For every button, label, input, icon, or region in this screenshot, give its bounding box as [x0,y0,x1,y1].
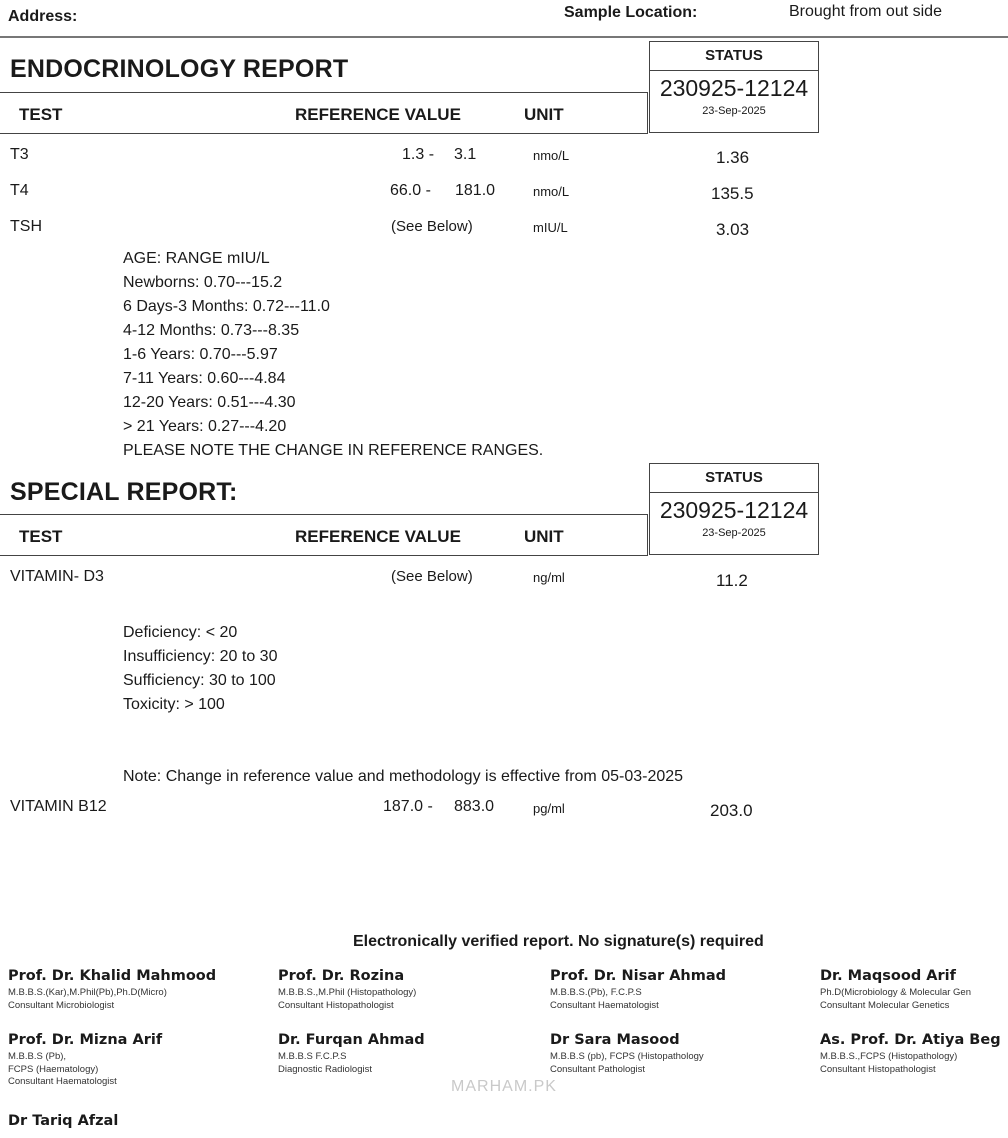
special-report-title: SPECIAL REPORT: [10,478,238,506]
status-label: STATUS [650,464,818,493]
reference-see-below: (See Below) [391,218,473,235]
tsh-reference-notes [123,247,543,463]
result-value: 203.0 [710,801,753,820]
doctor-signature-block [820,968,1008,1012]
reference-high: 883.0 [454,798,495,815]
note-line: 4-12 Months: 0.73---8.35 [123,322,300,339]
doctor-credential: Consultant Haematologist [8,1076,117,1087]
endocrinology-title: ENDOCRINOLOGY REPORT [10,55,349,83]
doctor-name: Dr Tariq Afzal [8,1113,119,1129]
doctor-credential: M.B.B.S (pb), FCPS (Histopathology [550,1051,704,1062]
doctor-credential: Diagnostic Radiologist [278,1063,372,1075]
test-name: T4 [10,182,29,199]
unit: pg/ml [533,801,565,816]
doctor-credential: Consultant Microbiologist [8,999,115,1011]
result-value: 11.2 [716,571,748,590]
doctor-name: As. Prof. Dr. Atiya Beg [820,1032,1001,1048]
doctor-signature-block [278,968,416,1012]
col-reference: REFERENCE VALUE [295,527,461,546]
sample-location-value: Brought from out side [789,3,942,20]
test-name: T3 [10,146,29,163]
test-name: VITAMIN B12 [10,798,107,815]
doctor-name: Prof. Dr. Nisar Ahmad [550,968,727,984]
watermark: MARHAM.PK [355,1074,653,1100]
doctor-name: Dr. Furqan Ahmad [278,1032,425,1048]
doctor-credential: Consultant Histopathologist [278,999,394,1011]
doctor-name: Dr. Maqsood Arif [820,968,956,984]
doctor-signature-block [8,1032,162,1089]
doctor-credential: Ph.D(Microbiology & Molecular Gen [820,987,972,998]
special-status-box [649,463,819,555]
note-line: 1-6 Years: 0.70---5.97 [123,346,278,363]
reference-low: 66.0 - [390,182,431,199]
col-unit: UNIT [524,527,564,546]
doctor-credential: Consultant Pathologist [550,1063,646,1075]
reference-high: 3.1 [454,146,477,163]
note-line: PLEASE NOTE THE CHANGE IN REFERENCE RANGES. [123,442,544,459]
col-unit: UNIT [524,105,564,124]
unit: nmo/L [533,148,570,163]
doctor-credential: Consultant Haematologist [550,999,659,1011]
col-test: TEST [19,105,63,124]
doctor-credential: M.B.B.S.,FCPS (Histopathology) [820,1051,958,1062]
note-line: 6 Days-3 Months: 0.72---11.0 [123,298,330,315]
vitamin-d-reference-notes [123,621,277,717]
doctor-credential: M.B.B.S (Pb), [8,1051,67,1062]
doctor-credential: Consultant Histopathologist [820,1063,936,1075]
unit: mIU/L [533,220,568,235]
verification-statement: Electronically verified report. No signature(s) required [353,933,764,950]
sample-location-label: Sample Location: [564,4,698,21]
status-label: STATUS [650,42,818,71]
reference-high: 181.0 [455,182,496,199]
doctor-credential: M.B.B.S.(Pb), F.C.P.S [550,987,642,998]
doctor-credential: M.B.B.S.(Kar),M.Phil(Pb),Ph.D(Micro) [8,987,167,998]
address-label: Address: [8,8,78,25]
doctor-credential: M.B.B.S F.C.P.S [278,1051,347,1062]
reference-low: 1.3 - [402,146,435,163]
status-date: 23-Sep-2025 [702,105,766,117]
methodology-note: Note: Change in reference value and methodology is effective from 05-03-2025 [123,768,684,785]
result-value: 135.5 [711,184,754,203]
endocrinology-status-box [649,41,819,133]
note-line: AGE: RANGE mIU/L [123,250,270,267]
col-test: TEST [19,527,63,546]
test-name: TSH [10,218,42,235]
endocrinology-column-header [0,92,648,134]
reference-low: 187.0 - [383,798,433,815]
status-id: 230925-12124 [659,75,809,101]
note-line: 12-20 Years: 0.51---4.30 [123,394,296,411]
unit: ng/ml [533,570,565,585]
special-column-header [0,514,648,556]
doctor-credential: Consultant Molecular Genetics [820,999,950,1011]
note-line: Toxicity: > 100 [123,696,225,713]
col-reference: REFERENCE VALUE [295,105,461,124]
test-name: VITAMIN- D3 [10,568,104,585]
doctor-credential: M.B.B.S.,M.Phil (Histopathology) [278,987,417,998]
doctor-name: Dr Sara Masood [550,1032,680,1048]
doctor-signature-block [820,1032,1008,1076]
doctor-signature-block [278,1032,425,1076]
doctor-name: Prof. Dr. Mizna Arif [8,1032,163,1048]
note-line: Newborns: 0.70---15.2 [123,274,283,291]
result-value: 3.03 [716,220,750,239]
note-line: > 21 Years: 0.27---4.20 [123,418,287,435]
note-line: 7-11 Years: 0.60---4.84 [123,370,286,387]
status-id: 230925-12124 [659,497,809,523]
doctor-signature-block [8,1113,118,1129]
doctor-name: Prof. Dr. Khalid Mahmood [8,968,217,984]
note-line: Sufficiency: 30 to 100 [123,672,276,689]
doctor-name: Prof. Dr. Rozina [278,968,405,984]
reference-see-below: (See Below) [391,568,473,585]
note-line: Insufficiency: 20 to 30 [123,648,278,665]
result-value: 1.36 [716,148,750,167]
unit: nmo/L [533,184,570,199]
status-date: 23-Sep-2025 [702,527,766,539]
doctor-signature-block [550,968,726,1012]
doctor-signature-block [8,968,216,1012]
doctor-credential: FCPS (Haematology) [8,1063,99,1075]
doctor-signature-block [550,1032,704,1076]
header-divider [0,36,1008,38]
note-line: Deficiency: < 20 [123,624,238,641]
